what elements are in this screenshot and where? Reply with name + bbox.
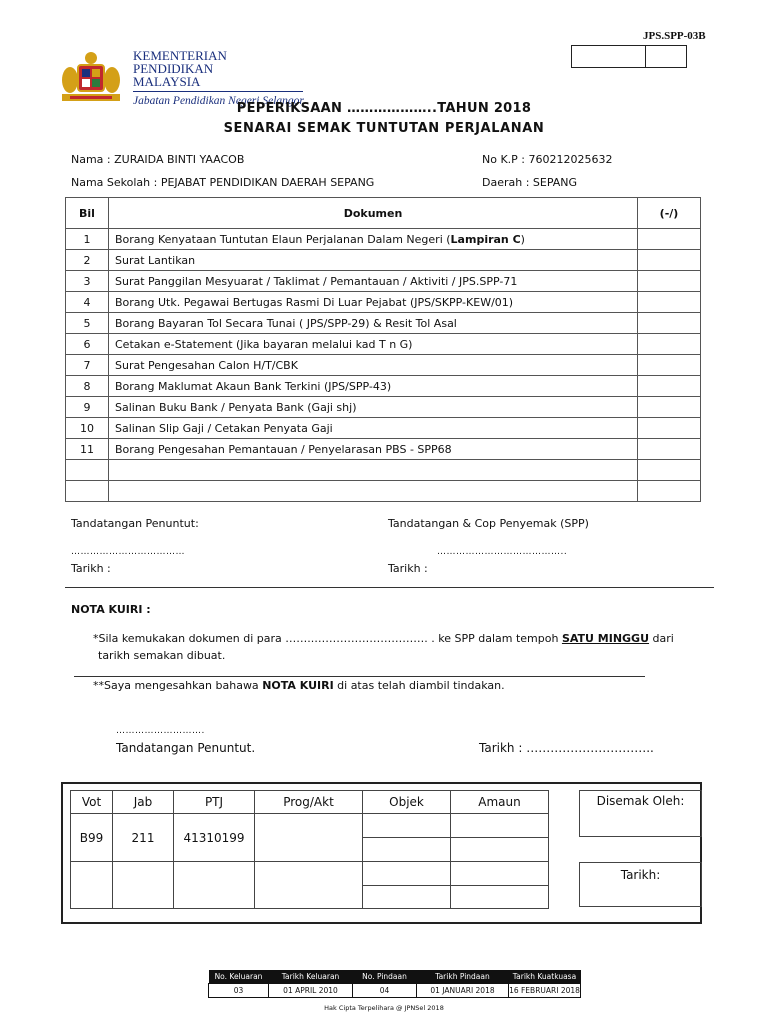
table-row xyxy=(66,355,701,376)
code-box xyxy=(572,46,646,67)
vote-header-row xyxy=(71,791,549,814)
nota-kuiri-heading: NOTA KUIRI : xyxy=(71,603,151,616)
vote-header: Prog/Akt xyxy=(255,791,363,814)
row-document: Borang Pengesahan Pemantauan / Penyelarasan PBS - SPP68 xyxy=(109,439,638,460)
row-document: Borang Bayaran Tol Secara Tunai ( JPS/SPP-29) & Resit Tol Asal xyxy=(109,313,638,334)
ministry-line-1: KEMENTERIAN xyxy=(133,48,227,63)
row-document xyxy=(109,229,638,250)
objek-cell[interactable] xyxy=(363,862,451,886)
vote-row xyxy=(71,814,549,838)
row-number: 5 xyxy=(66,313,109,334)
row-document: Salinan Slip Gaji / Cetakan Penyata Gaji xyxy=(109,418,638,439)
checked-by-box[interactable] xyxy=(579,790,702,837)
checked-date-label: Tarikh: xyxy=(620,868,661,882)
nota-signature-label: Tandatangan Penuntut. xyxy=(116,741,256,755)
form-code: JPS.SPP-03B xyxy=(643,30,706,42)
table-row xyxy=(66,229,701,250)
tick-cell[interactable] xyxy=(638,292,701,313)
section-divider xyxy=(65,587,714,588)
nota-line-1 xyxy=(93,632,674,645)
objek-cell[interactable] xyxy=(363,886,451,909)
revision-value: 04 xyxy=(353,984,417,998)
amaun-cell[interactable] xyxy=(451,814,549,838)
claimant-date-label: Tarikh : xyxy=(71,562,111,575)
revision-header: No. Pindaan xyxy=(353,970,417,984)
verifier-signature-label: Tandatangan & Cop Penyemak (SPP) xyxy=(388,517,589,530)
department-name: Jabatan Pendidikan Negeri Selangor xyxy=(133,95,304,107)
ptj-cell: 41310199 xyxy=(174,814,255,862)
form-code-boxes xyxy=(571,45,687,68)
row-document: Borang Maklumat Akaun Bank Terkini (JPS/SPP-43) xyxy=(109,376,638,397)
row-number: 2 xyxy=(66,250,109,271)
tick-cell[interactable] xyxy=(638,334,701,355)
revision-value: 03 xyxy=(209,984,269,998)
tick-cell[interactable] xyxy=(638,250,701,271)
nota-kuiri-bold: NOTA KUIRI xyxy=(262,679,334,692)
name-field: Nama : ZURAIDA BINTI YAACOB xyxy=(71,153,245,166)
nota-line-3-text: **Saya mengesahkan bahawa xyxy=(93,679,263,692)
row-number: 6 xyxy=(66,334,109,355)
tick-cell[interactable] xyxy=(638,313,701,334)
checked-date-box[interactable] xyxy=(579,862,702,907)
objek-cell[interactable] xyxy=(363,814,451,838)
vote-row xyxy=(71,862,549,886)
nota-line-1-text: *Sila kemukakan dokumen di para ……..…………………………. . ke SPP dalam tempoh xyxy=(93,632,562,645)
jab-cell: 211 xyxy=(113,814,174,862)
nota-line-1-end: dari xyxy=(649,632,674,645)
vote-header: Objek xyxy=(363,791,451,814)
prog-cell[interactable] xyxy=(255,814,363,862)
row-number: 1 xyxy=(66,229,109,250)
copyright-notice: Hak Cipta Terpelihara @ JPNSel 2018 xyxy=(324,1004,444,1012)
malaysia-crest-logo xyxy=(50,50,132,106)
tick-cell[interactable] xyxy=(638,439,701,460)
title-line-1: PEPERIKSAAN ………………..TAHUN 2018 xyxy=(236,101,532,116)
claimant-signature-line[interactable]: ……………………………… xyxy=(71,547,185,557)
tick-cell[interactable] xyxy=(638,271,701,292)
table-row-empty xyxy=(66,460,701,481)
title-line-2: SENARAI SEMAK TUNTUTAN PERJALANAN xyxy=(223,121,545,136)
amaun-cell[interactable] xyxy=(451,886,549,909)
table-row-empty xyxy=(66,481,701,502)
revision-header: No. Keluaran xyxy=(209,970,269,984)
row-document: Borang Utk. Pegawai Bertugas Rasmi Di Luar Pejabat (JPS/SKPP-KEW/01) xyxy=(109,292,638,313)
claimant-signature-label: Tandatangan Penuntut: xyxy=(71,517,199,530)
nota-signature-line[interactable]: ………………………. xyxy=(116,726,205,736)
ic-number-field: No K.P : 760212025632 xyxy=(482,153,613,166)
revision-value-row xyxy=(209,984,581,998)
revision-header: Tarikh Keluaran xyxy=(269,970,353,984)
doc-text-end: ) xyxy=(520,232,525,246)
tick-cell[interactable] xyxy=(638,397,701,418)
verifier-date-label: Tarikh : xyxy=(388,562,428,575)
table-row xyxy=(66,271,701,292)
header-bil: Bil xyxy=(66,198,109,229)
nota-divider xyxy=(74,676,645,677)
revision-value: 01 APRIL 2010 xyxy=(269,984,353,998)
district-field: Daerah : SEPANG xyxy=(482,176,578,189)
revision-table xyxy=(208,970,581,998)
table-row xyxy=(66,313,701,334)
checked-by-label: Disemak Oleh: xyxy=(596,794,685,808)
vote-header: Jab xyxy=(113,791,174,814)
document-checklist-table xyxy=(65,197,701,502)
table-row xyxy=(66,292,701,313)
row-number: 11 xyxy=(66,439,109,460)
tick-cell[interactable] xyxy=(638,376,701,397)
objek-cell[interactable] xyxy=(363,838,451,862)
table-header-row xyxy=(66,198,701,229)
revision-value: 01 JANUARI 2018 xyxy=(417,984,509,998)
row-number: 9 xyxy=(66,397,109,418)
row-number: 7 xyxy=(66,355,109,376)
table-row xyxy=(66,418,701,439)
table-row xyxy=(66,439,701,460)
row-document: Surat Panggilan Mesyuarat / Taklimat / Pemantauan / Aktiviti / JPS.SPP-71 xyxy=(109,271,638,292)
satu-minggu-text: SATU MINGGU xyxy=(561,632,650,645)
school-field: Nama Sekolah : PEJABAT PENDIDIKAN DAERAH SEPANG xyxy=(71,176,375,189)
vote-header: PTJ xyxy=(174,791,255,814)
vote-cell: B99 xyxy=(71,814,113,862)
row-document: Surat Lantikan xyxy=(109,250,638,271)
ministry-name-block xyxy=(133,49,304,108)
table-row xyxy=(66,376,701,397)
nota-date-field[interactable]: Tarikh : ………………………….. xyxy=(479,741,654,755)
revision-header: Tarikh Kuatkuasa xyxy=(509,970,581,984)
vote-header: Vot xyxy=(71,791,113,814)
ministry-line-3: MALAYSIA xyxy=(133,74,201,89)
vote-table xyxy=(70,790,549,909)
header-tick: (-/) xyxy=(638,198,701,229)
row-document: Salinan Buku Bank / Penyata Bank (Gaji shj) xyxy=(109,397,638,418)
table-row xyxy=(66,334,701,355)
table-row xyxy=(66,250,701,271)
nota-line-3 xyxy=(93,679,505,692)
doc-bold-text: Lampiran C xyxy=(450,232,521,246)
vote-header: Amaun xyxy=(451,791,549,814)
code-box xyxy=(646,46,686,67)
nota-line-2: tarikh semakan dibuat. xyxy=(98,649,226,662)
row-document: Cetakan e-Statement (Jika bayaran melalui kad T n G) xyxy=(109,334,638,355)
row-number: 8 xyxy=(66,376,109,397)
nota-line-3-end: di atas telah diambil tindakan. xyxy=(333,679,505,692)
amaun-cell[interactable] xyxy=(451,862,549,886)
row-number: 10 xyxy=(66,418,109,439)
tick-cell[interactable] xyxy=(638,418,701,439)
row-document: Surat Pengesahan Calon H/T/CBK xyxy=(109,355,638,376)
revision-value: 16 FEBRUARI 2018 xyxy=(509,984,581,998)
row-number: 4 xyxy=(66,292,109,313)
revision-header: Tarikh Pindaan xyxy=(417,970,509,984)
doc-text: Borang Kenyataan Tuntutan Elaun Perjalanan Dalam Negeri ( xyxy=(115,232,451,246)
tick-cell[interactable] xyxy=(638,355,701,376)
ministry-rule xyxy=(133,91,303,92)
header-dokumen: Dokumen xyxy=(109,198,638,229)
tick-cell[interactable] xyxy=(638,229,701,250)
amaun-cell[interactable] xyxy=(451,838,549,862)
verifier-signature-line[interactable]: ………………………………….. xyxy=(437,547,568,557)
ministry-line-2: PENDIDIKAN xyxy=(133,61,214,76)
revision-header-row xyxy=(209,970,581,984)
table-row xyxy=(66,397,701,418)
row-number: 3 xyxy=(66,271,109,292)
